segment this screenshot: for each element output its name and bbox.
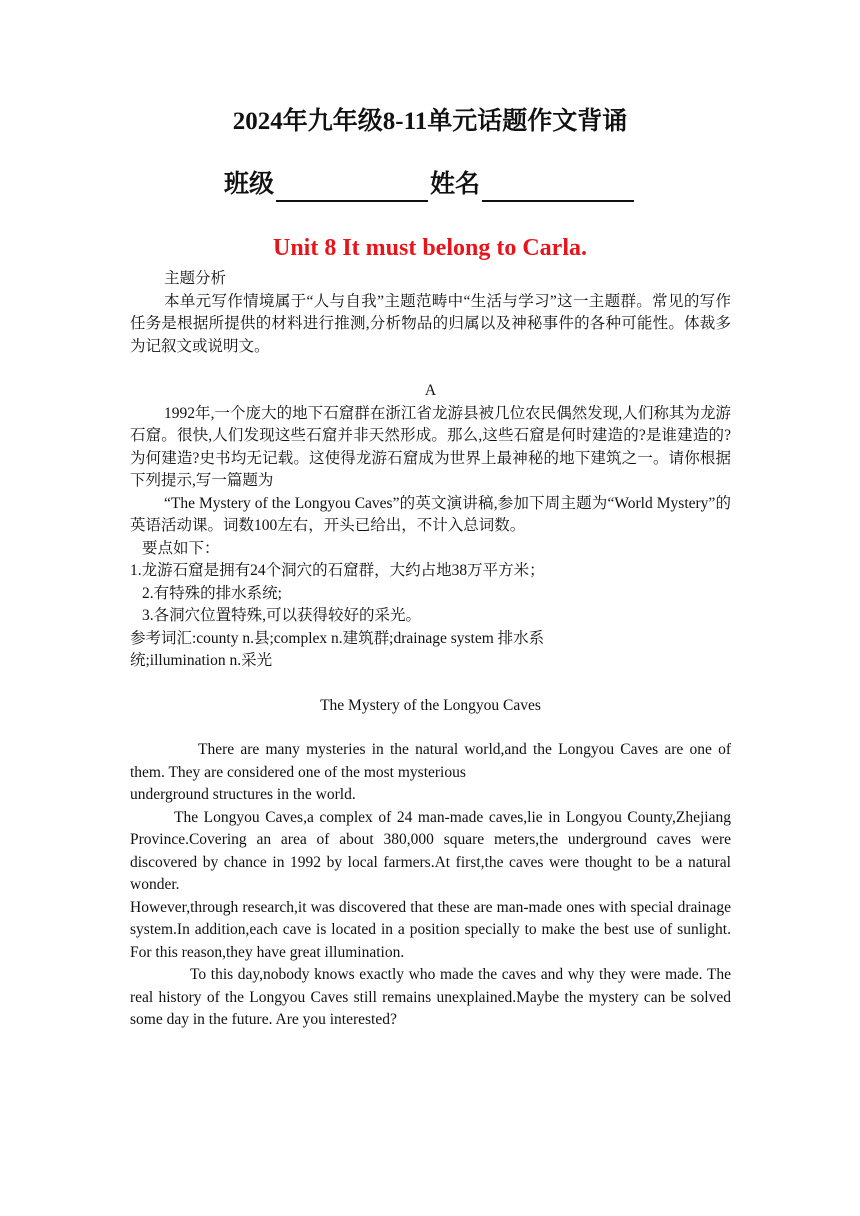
point-2: 2.有特殊的排水系统; — [142, 584, 282, 602]
essay-paragraph-1: There are many mysteries in the natural world,and the Longyou Caves are one of them. They are considered one of the most mysterious — [130, 741, 731, 781]
vocab-line-1: 参考词汇:county n.县;complex n.建筑群;drainage system 排水系 — [130, 629, 545, 647]
spacer — [130, 673, 731, 695]
vocab-line-2: 统;illumination n.采光 — [130, 652, 273, 669]
name-blank[interactable] — [482, 174, 634, 202]
essay-title: The Mystery of the Longyou Caves — [320, 696, 541, 714]
essay-paragraph-4: To this day,nobody knows exactly who made the caves and why they were made. The real history of the Longyou Caves still remains unexplained.Maybe the mystery can be solved some day in the future. Are you interested? — [130, 966, 731, 1028]
spacer — [130, 717, 731, 739]
class-name-line — [0, 168, 860, 202]
analysis-text: 本单元写作情境属于“人与自我”主题范畴中“生活与学习”这一主题群。常见的写作任务是根据所提供的材料进行推测,分析物品的归属以及神秘事件的各种可能性。体裁多为记叙文或说明文。 — [130, 292, 731, 355]
document-title: 2024年九年级8-11单元话题作文背诵 — [232, 108, 628, 135]
essay-paragraph-2: The Longyou Caves,a complex of 24 man-made caves,lie in Longyou County,Zhejiang Province.Covering an area of about 380,000 square meters,the underground caves were discovered by chance in 1992 by local farmers.At first,the caves were thought to be a natural wonder. — [130, 808, 731, 893]
section-a-label: A — [424, 382, 437, 399]
name-label: 姓名 — [430, 171, 481, 198]
spacer — [130, 358, 731, 380]
document-body — [130, 268, 731, 1032]
essay-paragraph-3: However,through research,it was discovered that these are man-made ones with special drainage system.In addition,each cave is located in a position specially to make the best use of sunlight. For this reason,they have great illumination. — [130, 898, 731, 961]
prompt-paragraph-2: “The Mystery of the Longyou Caves”的英文演讲稿,参加下周主题为“World Mystery”的英语活动课。词数100左右，开头已给出，不计入总词数。 — [130, 494, 731, 534]
points-label: 要点如下： — [142, 539, 220, 557]
class-label: 班级 — [223, 171, 274, 198]
class-blank[interactable] — [276, 174, 428, 202]
analysis-heading: 主题分析 — [164, 270, 227, 287]
unit-title: Unit 8 It must belong to Carla. — [272, 235, 587, 261]
prompt-paragraph-1: 1992年,一个庞大的地下石窟群在浙江省龙游县被几位农民偶然发现,人们称其为龙游石窟。很快,人们发现这些石窟并非天然形成。那么,这些石窟是何时建造的?是谁建造的?为何建造?史书均无记载。这使得龙游石窟成为世界上最神秘的地下建筑之一。请你根据下列提示,写一篇题为 — [130, 404, 731, 489]
point-1: 1.龙游石窟是拥有24个洞穴的石窟群，大约占地38万平方米； — [130, 562, 545, 579]
point-3: 3.各洞穴位置特殊,可以获得较好的采光。 — [142, 607, 422, 624]
essay-paragraph-1-end: underground structures in the world. — [130, 786, 356, 803]
